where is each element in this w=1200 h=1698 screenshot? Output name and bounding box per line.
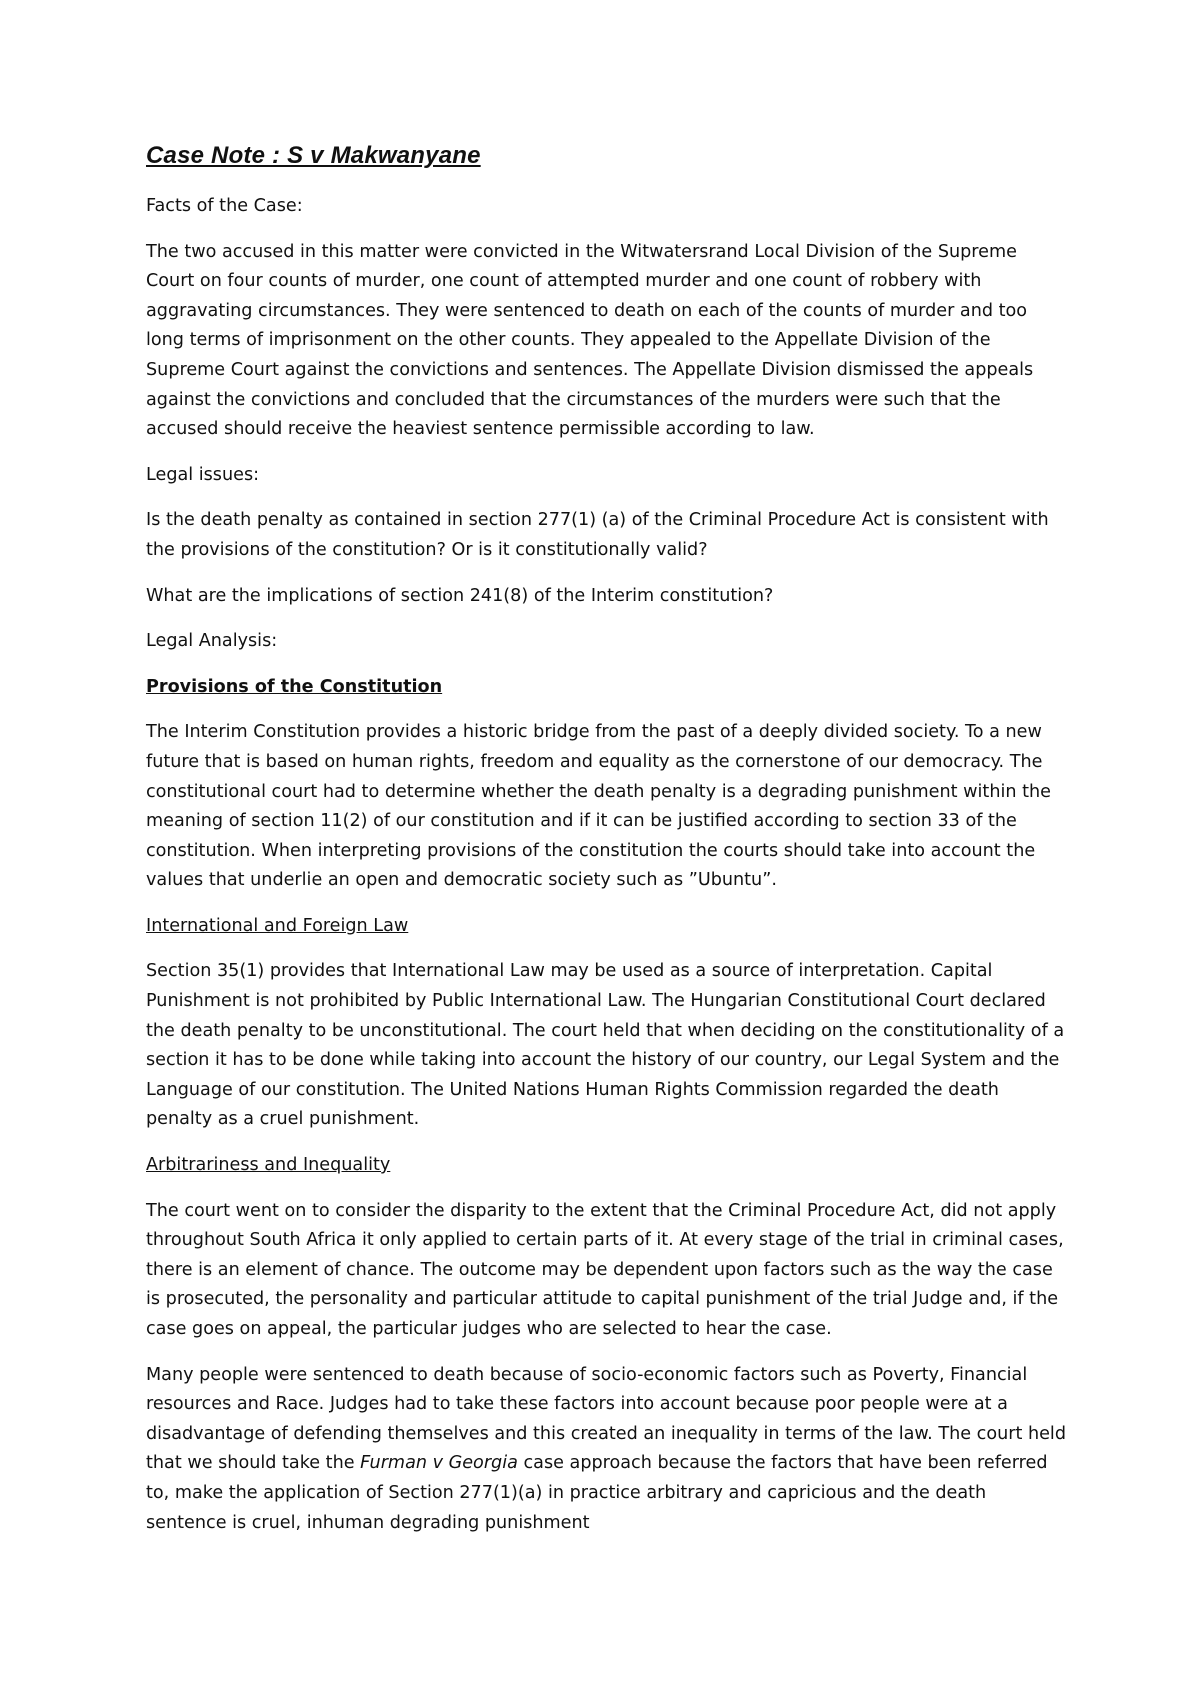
international-heading: International and Foreign Law	[146, 915, 409, 936]
provisions-heading: Provisions of the Constitution	[146, 676, 443, 697]
arbitrariness-paragraph: The court went on to consider the disparity to the extent that the Criminal Procedure Act, did not apply throughout South Africa it only applied to certain parts of it. At every stage of the trial in criminal cases, there is an element of chance. The outcome may be dependent upon factors such as the way the case is prosecuted, the personality and particular attitude to capital punishment of the trial Judge and, if the case goes on appeal, the particular judges who are selected to hear the case.	[146, 1200, 1064, 1339]
international-paragraph: Section 35(1) provides that International Law may be used as a source of interpretation. Capital Punishment is not prohibited by Public International Law. The Hungarian Constitutional Court declared the death penalty to be unconstitutional. The court held that when deciding on the constitutionality of a section it has to be done while taking into account the history of our country, our Legal System and the Language of our constitution. The United Nations Human Rights Commission regarded the death penalty as a cruel punishment.	[146, 961, 1065, 1130]
legal-issues-label: Legal issues:	[146, 464, 260, 485]
document-page	[146, 142, 1066, 1554]
final-paragraph-text-2: case approach because the factors that have been referred to, make the application of Section 277(1)(a) in practice arbitrary and capricious and the death sentence is cruel, inhuman degrading punishment	[146, 1453, 1048, 1533]
arbitrariness-heading: Arbitrariness and Inequality	[146, 1155, 391, 1176]
final-paragraph	[146, 1361, 1066, 1539]
legal-analysis-label: Legal Analysis:	[146, 631, 278, 652]
facts-paragraph: The two accused in this matter were convicted in the Witwatersrand Local Division of the Supreme Court on four counts of murder, one count of attempted murder and one count of robbery with aggravating circumstances. They were sentenced to death on each of the counts of murder and too long terms of imprisonment on the other counts. They appealed to the Appellate Division of the Supreme Court against the convictions and sentences. The Appellate Division dismissed the appeals against the convictions and concluded that the circumstances of the murders were such that the accused should receive the heaviest sentence permissible according to law.	[146, 241, 1034, 440]
provisions-paragraph: The Interim Constitution provides a historic bridge from the past of a deeply divided society. To a new future that is based on human rights, freedom and equality as the cornerstone of our democracy. The constitutional court had to determine whether the death penalty is a degrading punishment within the meaning of section 11(2) of our constitution and if it can be justified according to section 33 of the constitution. When interpreting provisions of the constitution the courts should take into account the values that underlie an open and democratic society such as ”Ubuntu”.	[146, 722, 1051, 891]
legal-issue-1: Is the death penalty as contained in section 277(1) (a) of the Criminal Procedure Act is consistent with the provisions of the constitution? Or is it constitutionally valid?	[146, 510, 1049, 560]
facts-label: Facts of the Case:	[146, 196, 303, 216]
case-citation: Furman v Georgia	[360, 1453, 518, 1474]
document-title: Case Note : S v Makwanyane	[146, 142, 481, 169]
legal-issue-2: What are the implications of section 241(8) of the Interim constitution?	[146, 585, 774, 606]
final-paragraph-text-1: Many people were sentenced to death because of socio-economic factors such as Poverty, Financial resources and Race. Judges had to take these factors into account because poor people were at a disadvantage of defending themselves and this created an inequality in terms of the law. The court held that we should take the	[146, 1364, 1066, 1474]
